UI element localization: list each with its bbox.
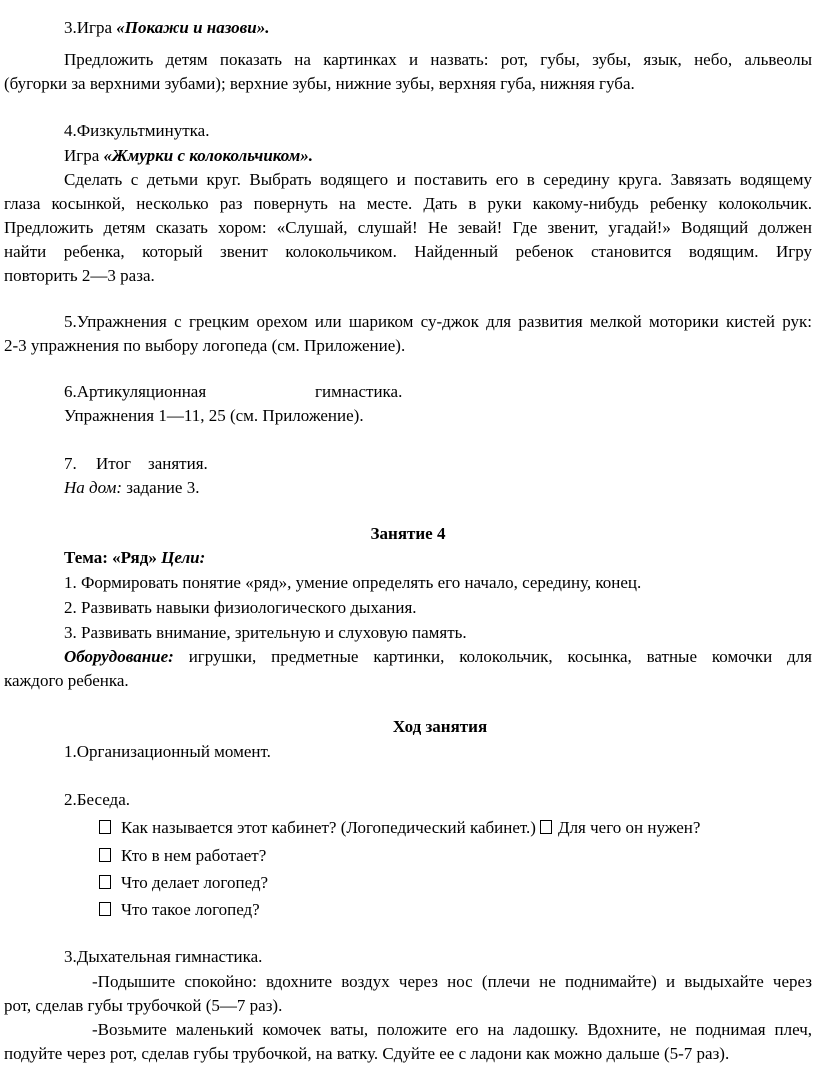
s4-text-line-1: Сделать с детьми круг. Выбрать водящего и поставить его в середину круга. Завязать водящему	[64, 170, 812, 189]
course-title: Ход занятия	[392, 717, 488, 736]
s7-word-1: Итог	[96, 454, 131, 473]
s3-prefix: 3.Игра	[64, 18, 117, 37]
lesson-goal-1: 1. Формировать понятие «ряд», умение определять его начало, середину, конец.	[64, 573, 642, 592]
lesson-equipment-label: Оборудование:	[64, 647, 174, 666]
s4-game	[64, 145, 313, 167]
lesson-theme	[64, 547, 205, 569]
s6-text-line: Упражнения 1—11, 25 (см. Приложение).	[64, 406, 364, 425]
s3-text-line-1: Предложить детям показать на картинках и назвать: рот, губы, зубы, язык, небо, альвеолы	[64, 50, 812, 69]
s4-text-line-2: глаза косынкой, несколько раз повернуть на месте. Дать в руки какому-нибудь ребенку колокольчик.	[4, 194, 812, 213]
lesson-title: Занятие 4	[370, 524, 446, 543]
lesson-goal-3: 3. Развивать внимание, зрительную и слуховую память.	[64, 623, 467, 642]
question-3-text: Что делает логопед?	[121, 873, 269, 892]
s4-title: 4.Физкультминутка.	[64, 121, 210, 140]
lesson-equipment-text: игрушки, предметные картинки, колокольчик, косынка, ватные комочки для	[173, 647, 812, 666]
lesson-goal-2: 2. Развивать навыки физиологического дыхания.	[64, 598, 417, 617]
s3-game-name: «Покажи и назови».	[116, 18, 270, 37]
breathing-2-line-2: подуйте через рот, сделав губы трубочкой, на ватку. Сдуйте ее с ладони как можно дальше (5-7 раз).	[4, 1044, 730, 1063]
s5-text-line-1: 5.Упражнения с грецким орехом или шариком су-джок для развития мелкой моторики кистей рук:	[64, 312, 812, 331]
s4-text-line-4: найти ребенка, который звенит колокольчиком. Найденный ребенок становится водящим. Игру	[4, 242, 812, 261]
s4-text-line-3: Предложить детям сказать хором: «Слушай, слушай! Не зевай! Где звенит, угадай!» Водящий должен	[4, 218, 812, 237]
question-1-text: Как называется этот кабинет? (Логопедический кабинет.)	[121, 818, 536, 837]
s3-text-line-2: (бугорки за верхними зубами); верхние зубы, нижние зубы, верхняя губа, нижняя губа.	[4, 74, 635, 93]
lesson-goals-label: Цели:	[161, 548, 206, 567]
s7-word-2: занятия.	[148, 454, 208, 473]
s7-num: 7.	[64, 454, 77, 473]
lesson-equipment-line-2: каждого ребенка.	[4, 671, 129, 690]
question-1b-text: Для чего он нужен?	[557, 818, 701, 837]
s4-game-name: «Жмурки с колокольчиком».	[103, 146, 313, 165]
s4-game-prefix: Игра	[64, 146, 104, 165]
s3-title	[64, 17, 269, 39]
bullet-box-icon	[99, 848, 111, 862]
bullet-box-icon	[99, 820, 111, 834]
bullet-box-icon	[99, 875, 111, 889]
s5-text-line-2: 2-3 упражнения по выбору логопеда (см. Приложение).	[4, 336, 406, 355]
s6-title-part-1: 6.Артикуляционная	[64, 382, 207, 401]
s4-text-line-5: повторить 2—3 раза.	[4, 266, 155, 285]
question-2-text: Кто в нем работает?	[121, 846, 267, 865]
question-4	[99, 899, 260, 921]
question-3	[99, 872, 268, 894]
lesson-equipment	[64, 646, 812, 668]
bullet-box-icon	[99, 902, 111, 916]
course-item-1: 1.Организационный момент.	[64, 742, 271, 761]
breathing-1-line-1: -Подышите спокойно: вдохните воздух через нос (плечи не поднимайте) и выдыхайте через	[92, 972, 812, 991]
question-2	[99, 845, 266, 867]
s7-homework	[64, 477, 199, 499]
breathing-2-line-1: -Возьмите маленький комочек ваты, положите его на ладошку. Вдохните, не поднимая плеч,	[92, 1020, 812, 1039]
bullet-box-icon	[540, 820, 552, 834]
course-item-2: 2.Беседа.	[64, 790, 130, 809]
question-1	[99, 817, 700, 839]
question-4-text: Что такое логопед?	[121, 900, 260, 919]
s7-homework-label: На дом:	[64, 478, 122, 497]
s7-homework-text: задание 3.	[122, 478, 200, 497]
lesson-theme-label: Тема: «Ряд»	[64, 548, 162, 567]
breathing-1-line-2: рот, сделав губы трубочкой (5—7 раз).	[4, 996, 283, 1015]
s6-title-part-2: гимнастика.	[315, 382, 403, 401]
course-item-3: 3.Дыхательная гимнастика.	[64, 947, 263, 966]
